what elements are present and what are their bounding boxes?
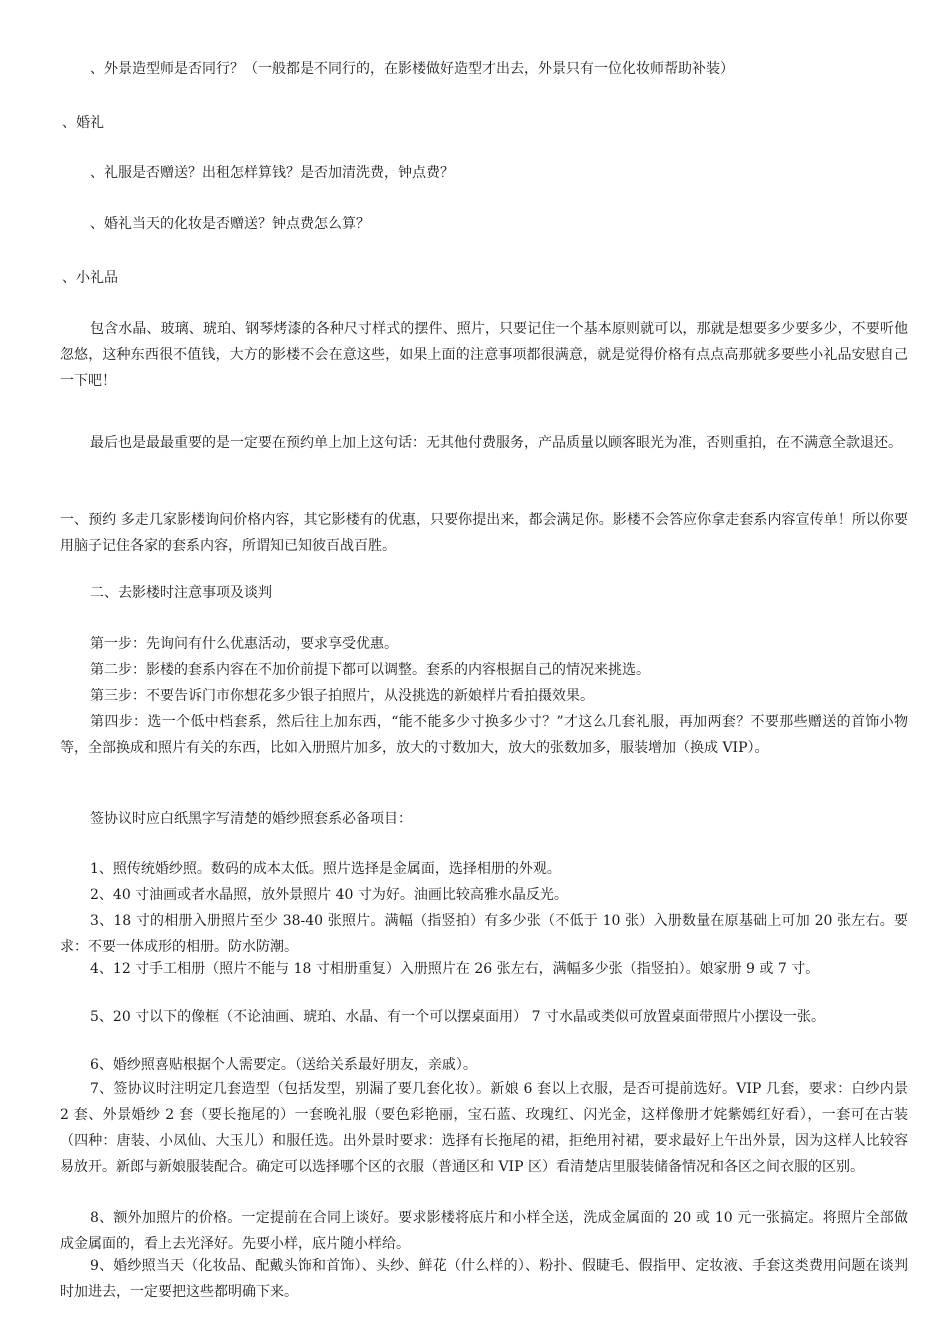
paragraph-makeup-question: 、婚礼当天的化妆是否赠送？钟点费怎么算？ bbox=[90, 216, 370, 232]
item-1: 1、照传统婚纱照。数码的成本太低。照片选择是金属面，选择相册的外观。 bbox=[90, 861, 561, 877]
heading-wedding: 、婚礼 bbox=[62, 115, 104, 131]
heading-small-gifts: 、小礼品 bbox=[62, 270, 118, 286]
item-7: 7、签协议时注明定几套造型（包括发型，别漏了要几套化妆）。新娘 6 套以上衣服，是否可提前选好。VIP 几套，要求：白纱内景 2 套、外景婚纱 2 套（要长拖尾的）一套晚礼服（要色彩艳丽，宝石蓝、玫瑰红、闪光金，这样像册才姹紫嫣红好看），一套可在古装（四种：唐装、小凤仙、大玉儿）和服任选。出外景时要求：选择有长拖尾的裙，拒绝用衬裙，要求最好上午出外景，因为这样人比较容易放开。新郎与新娘服装配合。确定可以选择哪个区的衣服（普通区和 VIP 区）看清楚店里服装储备情况和各区之间衣服的区别。 bbox=[60, 1081, 908, 1175]
heading-studio-negotiation: 二、去影楼时注意事项及谈判 bbox=[90, 585, 272, 601]
item-2: 2、40 寸油画或者水晶照，放外景照片 40 寸为好。油画比较高雅水晶反光。 bbox=[90, 887, 568, 903]
item-9: 9、婚纱照当天（化妆品、配戴头饰和首饰）、头纱、鲜花（什么样的）、粉扑、假睫毛、假指甲、定妆液、手套这类费用问题在谈判时加进去，一定要把这些都明确下来。 bbox=[60, 1258, 908, 1300]
item-3: 3、18 寸的相册入册照片至少 38-40 张照片。满幅（指竖拍）有多少张（不低于 10 张）入册数量在原基础上可加 20 张左右。要求：不要一体成形的相册。防水防潮。 bbox=[60, 913, 908, 955]
item-8: 8、额外加照片的价格。一定提前在合同上谈好。要求影楼将底片和小样全送，洗成金属面的 20 或 10 元一张搞定。将照片全部做成金属面的，看上去光泽好。先要小样，底片随小样给。 bbox=[60, 1210, 908, 1252]
item-5: 5、20 寸以下的像框（不论油画、琥珀、水晶、有一个可以摆桌面用） 7 寸水晶或类似可放置桌面带照片小摆设一张。 bbox=[90, 1009, 825, 1025]
paragraph-gifts-detail: 包含水晶、玻璃、琥珀、钢琴烤漆的各种尺寸样式的摆件、照片，只要记住一个基本原则就可以，那就是想要多少要多少，不要听他忽悠，这种东西很不值钱，大方的影楼不会在意这些，如果上面的注意事项都很满意，就是觉得价格有点点高那就多要些小礼品安慰自己一下吧！ bbox=[60, 321, 908, 389]
step-2: 第二步：影楼的套系内容在不加价前提下都可以调整。套系的内容根据自己的情况来挑选。 bbox=[90, 662, 650, 678]
step-1: 第一步：先询问有什么优惠活动，要求享受优惠。 bbox=[90, 636, 398, 652]
paragraph-outdoor-stylist: 、外景造型师是否同行？（一般都是不同行的，在影楼做好造型才出去，外景只有一位化妆师帮助补装） bbox=[90, 61, 734, 77]
heading-contract-items: 签协议时应白纸黑字写清楚的婚纱照套系必备项目： bbox=[90, 811, 412, 827]
step-4: 第四步：选一个低中档套系，然后往上加东西，“能不能多少寸换多少寸？”才这么几套礼服，再加两套？不要那些赠送的首饰小物等，全部换成和照片有关的东西，比如入册照片加多，放大的寸数加大，放大的张数加多，服装增加（换成 VIP）。 bbox=[60, 714, 908, 756]
item-4: 4、12 寸手工相册（照片不能与 18 寸相册重复）入册照片在 26 张左右，满幅多少张（指竖拍）。娘家册 9 或 7 寸。 bbox=[90, 961, 820, 977]
paragraph-most-important: 最后也是最最重要的是一定要在预约单上加上这句话：无其他付费服务，产品质量以顾客眼光为准，否则重拍，在不满意全款退还。 bbox=[90, 435, 902, 451]
step-3: 第三步：不要告诉门市你想花多少银子拍照片，从没挑选的新娘样片看拍摄效果。 bbox=[90, 688, 594, 704]
paragraph-reservation: 一、预约 多走几家影楼询问价格内容，其它影楼有的优惠，只要你提出来，都会满足你。影楼不会答应你拿走套系内容宣传单！所以你要用脑子记住各家的套系内容，所谓知已知彼百战百胜。 bbox=[60, 512, 908, 554]
paragraph-gown-question: 、礼服是否赠送？出租怎样算钱？是否加清洗费，钟点费？ bbox=[90, 165, 454, 181]
item-6: 6、婚纱照喜贴根据个人需要定。（送给关系最好朋友，亲戚）。 bbox=[90, 1057, 477, 1073]
